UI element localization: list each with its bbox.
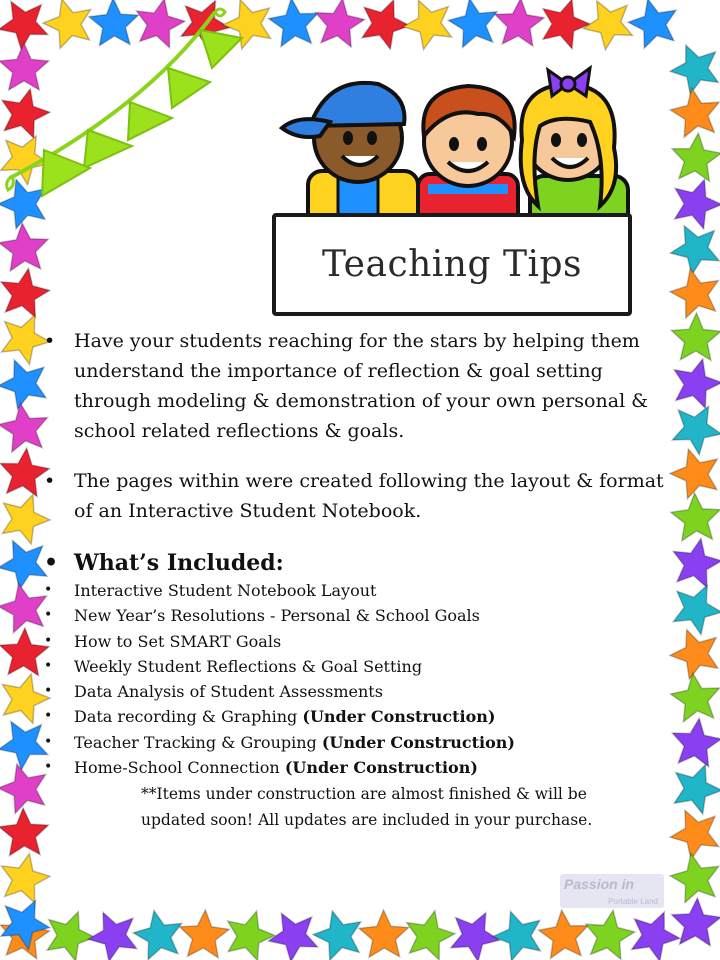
border-star [2,854,50,903]
border-star [0,808,48,856]
border-star [88,912,137,960]
border-star [628,0,676,48]
title-banner [272,213,632,316]
border-star [2,674,50,723]
list-item: • Home-School Connection (Under Construction) [44,755,680,780]
list-item: • Data Analysis of Student Assessments [44,679,680,704]
watermark-logo [560,874,664,908]
border-star [359,910,409,957]
border-star [670,45,718,94]
border-star [0,628,49,676]
border-star [493,911,540,960]
intro-paragraph: • Have your students reaching for the stars by helping them understand the importance of reflection & goal setting through modeling & demonstration of your own personal & school related reflections & goals. [44,326,680,446]
border-star [543,0,590,49]
border-star [495,0,544,46]
construction-footnote: **Items under construction are almost finished & will be updated soon! All updates are included in your purchase. [141,785,593,829]
border-star [180,910,229,958]
border-star [0,223,48,271]
girl-with-bow-figure [521,68,628,226]
border-star [674,359,720,408]
border-star [673,585,720,634]
border-star [0,584,47,633]
list-item: • Interactive Student Notebook Layout [44,578,680,603]
border-star [539,910,588,958]
border-star [0,722,48,770]
border-star [403,0,451,49]
border-star [670,269,718,318]
bunting-decoration [0,0,260,230]
border-star [47,912,95,960]
border-star [0,764,46,813]
border-star [2,495,50,544]
list-item: • How to Set SMART Goals [44,629,680,654]
border-star [673,539,720,588]
border-star [1,268,50,317]
border-star [0,360,46,409]
border-star [583,1,632,50]
list-item: • Data recording & Graphing (Under Construction) [44,704,680,729]
border-star [362,0,410,49]
border-star [0,541,47,590]
border-star [269,913,318,960]
border-star [670,854,719,903]
included-list [44,578,680,780]
border-star [448,0,497,47]
format-paragraph: • The pages within were created following the layout & format of an Interactive Student Notebook. [44,466,680,526]
children-illustration [268,56,648,226]
boy-red-hair-figure [418,86,518,226]
border-star [586,910,635,959]
border-star [670,88,719,137]
boy-with-cap-figure [282,83,418,226]
border-star [0,448,49,496]
page-title: Teaching Tips [321,244,583,285]
list-item: • New Year’s Resolutions - Personal & School Goals [44,603,680,628]
border-star [269,0,318,47]
border-star [0,403,47,452]
border-star [672,133,720,181]
border-star [2,315,50,364]
border-star [670,226,719,275]
border-star [228,911,275,960]
border-star [674,765,720,814]
watermark-line-2: Portable Land [608,897,658,906]
watermark-line-1: Passion in [564,876,635,892]
border-star [316,0,365,47]
list-item: • Teacher Tracking & Grouping (Under Construction) [44,730,680,755]
border-star [133,911,182,960]
border-star [313,911,361,960]
tips-content [44,326,680,833]
list-item: • Weekly Student Reflections & Goal Setting [44,654,680,679]
border-star [632,912,680,960]
border-star [675,179,720,229]
border-star [407,911,455,960]
included-heading: • What’s Included: [44,548,680,578]
